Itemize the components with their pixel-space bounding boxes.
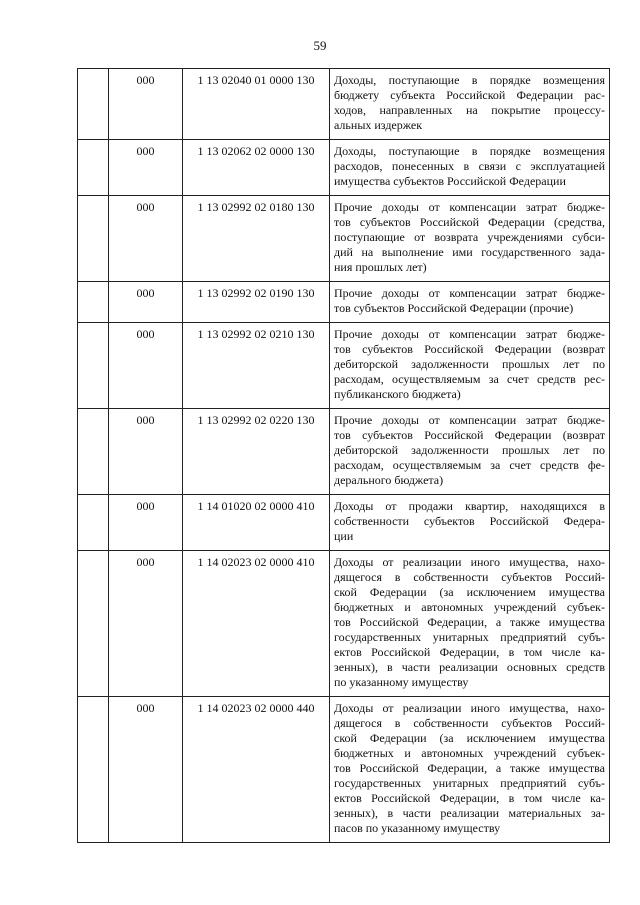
description-line: тов субъектов Российской Федерации (средства, bbox=[334, 215, 605, 229]
description-line: Прочие доходы от компенсации затрат бюдже- bbox=[334, 286, 605, 300]
description-line: Доходы от реализации иного имущества, нахо- bbox=[334, 701, 605, 715]
kbk-code-cell: 1 13 02992 02 0210 130 bbox=[183, 323, 330, 409]
description-line: зенных), в части реализации основных средств bbox=[334, 660, 605, 674]
description-line: дящегося в собственности субъектов Россий- bbox=[334, 716, 605, 730]
description-line: Прочие доходы от компенсации затрат бюдже- bbox=[334, 327, 605, 341]
table-row bbox=[78, 409, 610, 495]
description-line: государственных унитарных предприятий субъ- bbox=[334, 776, 605, 790]
row-number-cell bbox=[78, 140, 109, 196]
row-number-cell bbox=[78, 697, 109, 843]
row-number-cell bbox=[78, 495, 109, 551]
description-line: ектов Российской Федерации, в том числе ка- bbox=[334, 791, 605, 805]
description-line: ской Федерации (за исключением имущества bbox=[334, 585, 605, 599]
table-row bbox=[78, 282, 610, 323]
row-number-cell bbox=[78, 551, 109, 697]
description-line: тов Российской Федерации, а также имущества bbox=[334, 615, 605, 629]
admin-code-cell: 000 bbox=[109, 551, 183, 697]
budget-codes-table bbox=[77, 68, 610, 843]
description-line: тов Российской Федерации, а также имущества bbox=[334, 761, 605, 775]
description-line: дебиторской задолженности прошлых лет по bbox=[334, 357, 605, 371]
table-row bbox=[78, 495, 610, 551]
description-line: зенных), в части реализации материальных за- bbox=[334, 806, 605, 820]
description-line: тов субъектов Российской Федерации (возврат bbox=[334, 342, 605, 356]
description-cell bbox=[330, 196, 610, 282]
description-line: Прочие доходы от компенсации затрат бюдже- bbox=[334, 413, 605, 427]
admin-code-cell: 000 bbox=[109, 323, 183, 409]
table-row bbox=[78, 551, 610, 697]
description-line: дий на выполнение ими государственного зада- bbox=[334, 245, 605, 259]
description-cell bbox=[330, 697, 610, 843]
description-line: Доходы от продажи квартир, находящихся в bbox=[334, 499, 605, 513]
admin-code-cell: 000 bbox=[109, 196, 183, 282]
description-line: ния прошлых лет) bbox=[334, 260, 427, 274]
table-row bbox=[78, 196, 610, 282]
admin-code-cell: 000 bbox=[109, 409, 183, 495]
description-cell bbox=[330, 495, 610, 551]
admin-code-cell: 000 bbox=[109, 495, 183, 551]
description-line: бюджетных и автономных учреждений субъек- bbox=[334, 600, 605, 614]
kbk-code-cell: 1 13 02992 02 0190 130 bbox=[183, 282, 330, 323]
description-line: ектов Российской Федерации, в том числе ка- bbox=[334, 645, 605, 659]
description-cell bbox=[330, 551, 610, 697]
description-line: тов субъектов Российской Федерации (прочие) bbox=[334, 301, 574, 315]
description-line: Доходы, поступающие в порядке возмещения bbox=[334, 73, 605, 87]
table-body bbox=[78, 69, 610, 843]
description-line: публиканского бюджета) bbox=[334, 387, 461, 401]
description-line: дебиторской задолженности прошлых лет по bbox=[334, 443, 605, 457]
description-line: имущества субъектов Российской Федерации bbox=[334, 174, 566, 188]
description-cell bbox=[330, 140, 610, 196]
description-line: Прочие доходы от компенсации затрат бюдже- bbox=[334, 200, 605, 214]
kbk-code-cell: 1 13 02040 01 0000 130 bbox=[183, 69, 330, 140]
row-number-cell bbox=[78, 282, 109, 323]
description-line: бюджету субъекта Российской Федерации рас- bbox=[334, 88, 605, 102]
description-line: пасов по указанному имуществу bbox=[334, 821, 501, 835]
row-number-cell bbox=[78, 323, 109, 409]
description-line: Доходы от реализации иного имущества, нахо- bbox=[334, 555, 605, 569]
row-number-cell bbox=[78, 69, 109, 140]
description-line: ской Федерации (за исключением имущества bbox=[334, 731, 605, 745]
kbk-code-cell: 1 13 02062 02 0000 130 bbox=[183, 140, 330, 196]
table-row bbox=[78, 697, 610, 843]
description-line: собственности субъектов Российской Федера- bbox=[334, 514, 605, 528]
description-line: государственных унитарных предприятий субъ- bbox=[334, 630, 605, 644]
description-line: по указанному имуществу bbox=[334, 675, 469, 689]
description-cell bbox=[330, 409, 610, 495]
table-row bbox=[78, 323, 610, 409]
kbk-code-cell: 1 13 02992 02 0180 130 bbox=[183, 196, 330, 282]
row-number-cell bbox=[78, 409, 109, 495]
table-row bbox=[78, 69, 610, 140]
description-cell bbox=[330, 323, 610, 409]
kbk-code-cell: 1 14 02023 02 0000 440 bbox=[183, 697, 330, 843]
kbk-code-cell: 1 13 02992 02 0220 130 bbox=[183, 409, 330, 495]
page-number: 59 bbox=[313, 38, 327, 53]
description-line: Доходы, поступающие в порядке возмещения bbox=[334, 144, 605, 158]
admin-code-cell: 000 bbox=[109, 282, 183, 323]
description-line: поступающие от возврата учреждениями субси- bbox=[334, 230, 605, 244]
admin-code-cell: 000 bbox=[109, 69, 183, 140]
admin-code-cell: 000 bbox=[109, 697, 183, 843]
description-line: дерального бюджета) bbox=[334, 473, 444, 487]
description-line: дящегося в собственности субъектов Россий- bbox=[334, 570, 605, 584]
description-cell bbox=[330, 282, 610, 323]
description-line: тов субъектов Российской Федерации (возврат bbox=[334, 428, 605, 442]
kbk-code-cell: 1 14 01020 02 0000 410 bbox=[183, 495, 330, 551]
kbk-code-cell: 1 14 02023 02 0000 410 bbox=[183, 551, 330, 697]
admin-code-cell: 000 bbox=[109, 140, 183, 196]
description-cell bbox=[330, 69, 610, 140]
description-line: расходам, осуществляемым за счет средств рес- bbox=[334, 372, 605, 386]
description-line: ходов, направленных на покрытие процессу- bbox=[334, 103, 605, 117]
description-line: бюджетных и автономных учреждений субъек- bbox=[334, 746, 605, 760]
description-line: ции bbox=[334, 529, 354, 543]
table-row bbox=[78, 140, 610, 196]
description-line: альных издержек bbox=[334, 118, 423, 132]
row-number-cell bbox=[78, 196, 109, 282]
description-line: расходам, осуществляемым за счет средств фе- bbox=[334, 458, 605, 472]
description-line: расходов, понесенных в связи с эксплуатацией bbox=[334, 159, 605, 173]
